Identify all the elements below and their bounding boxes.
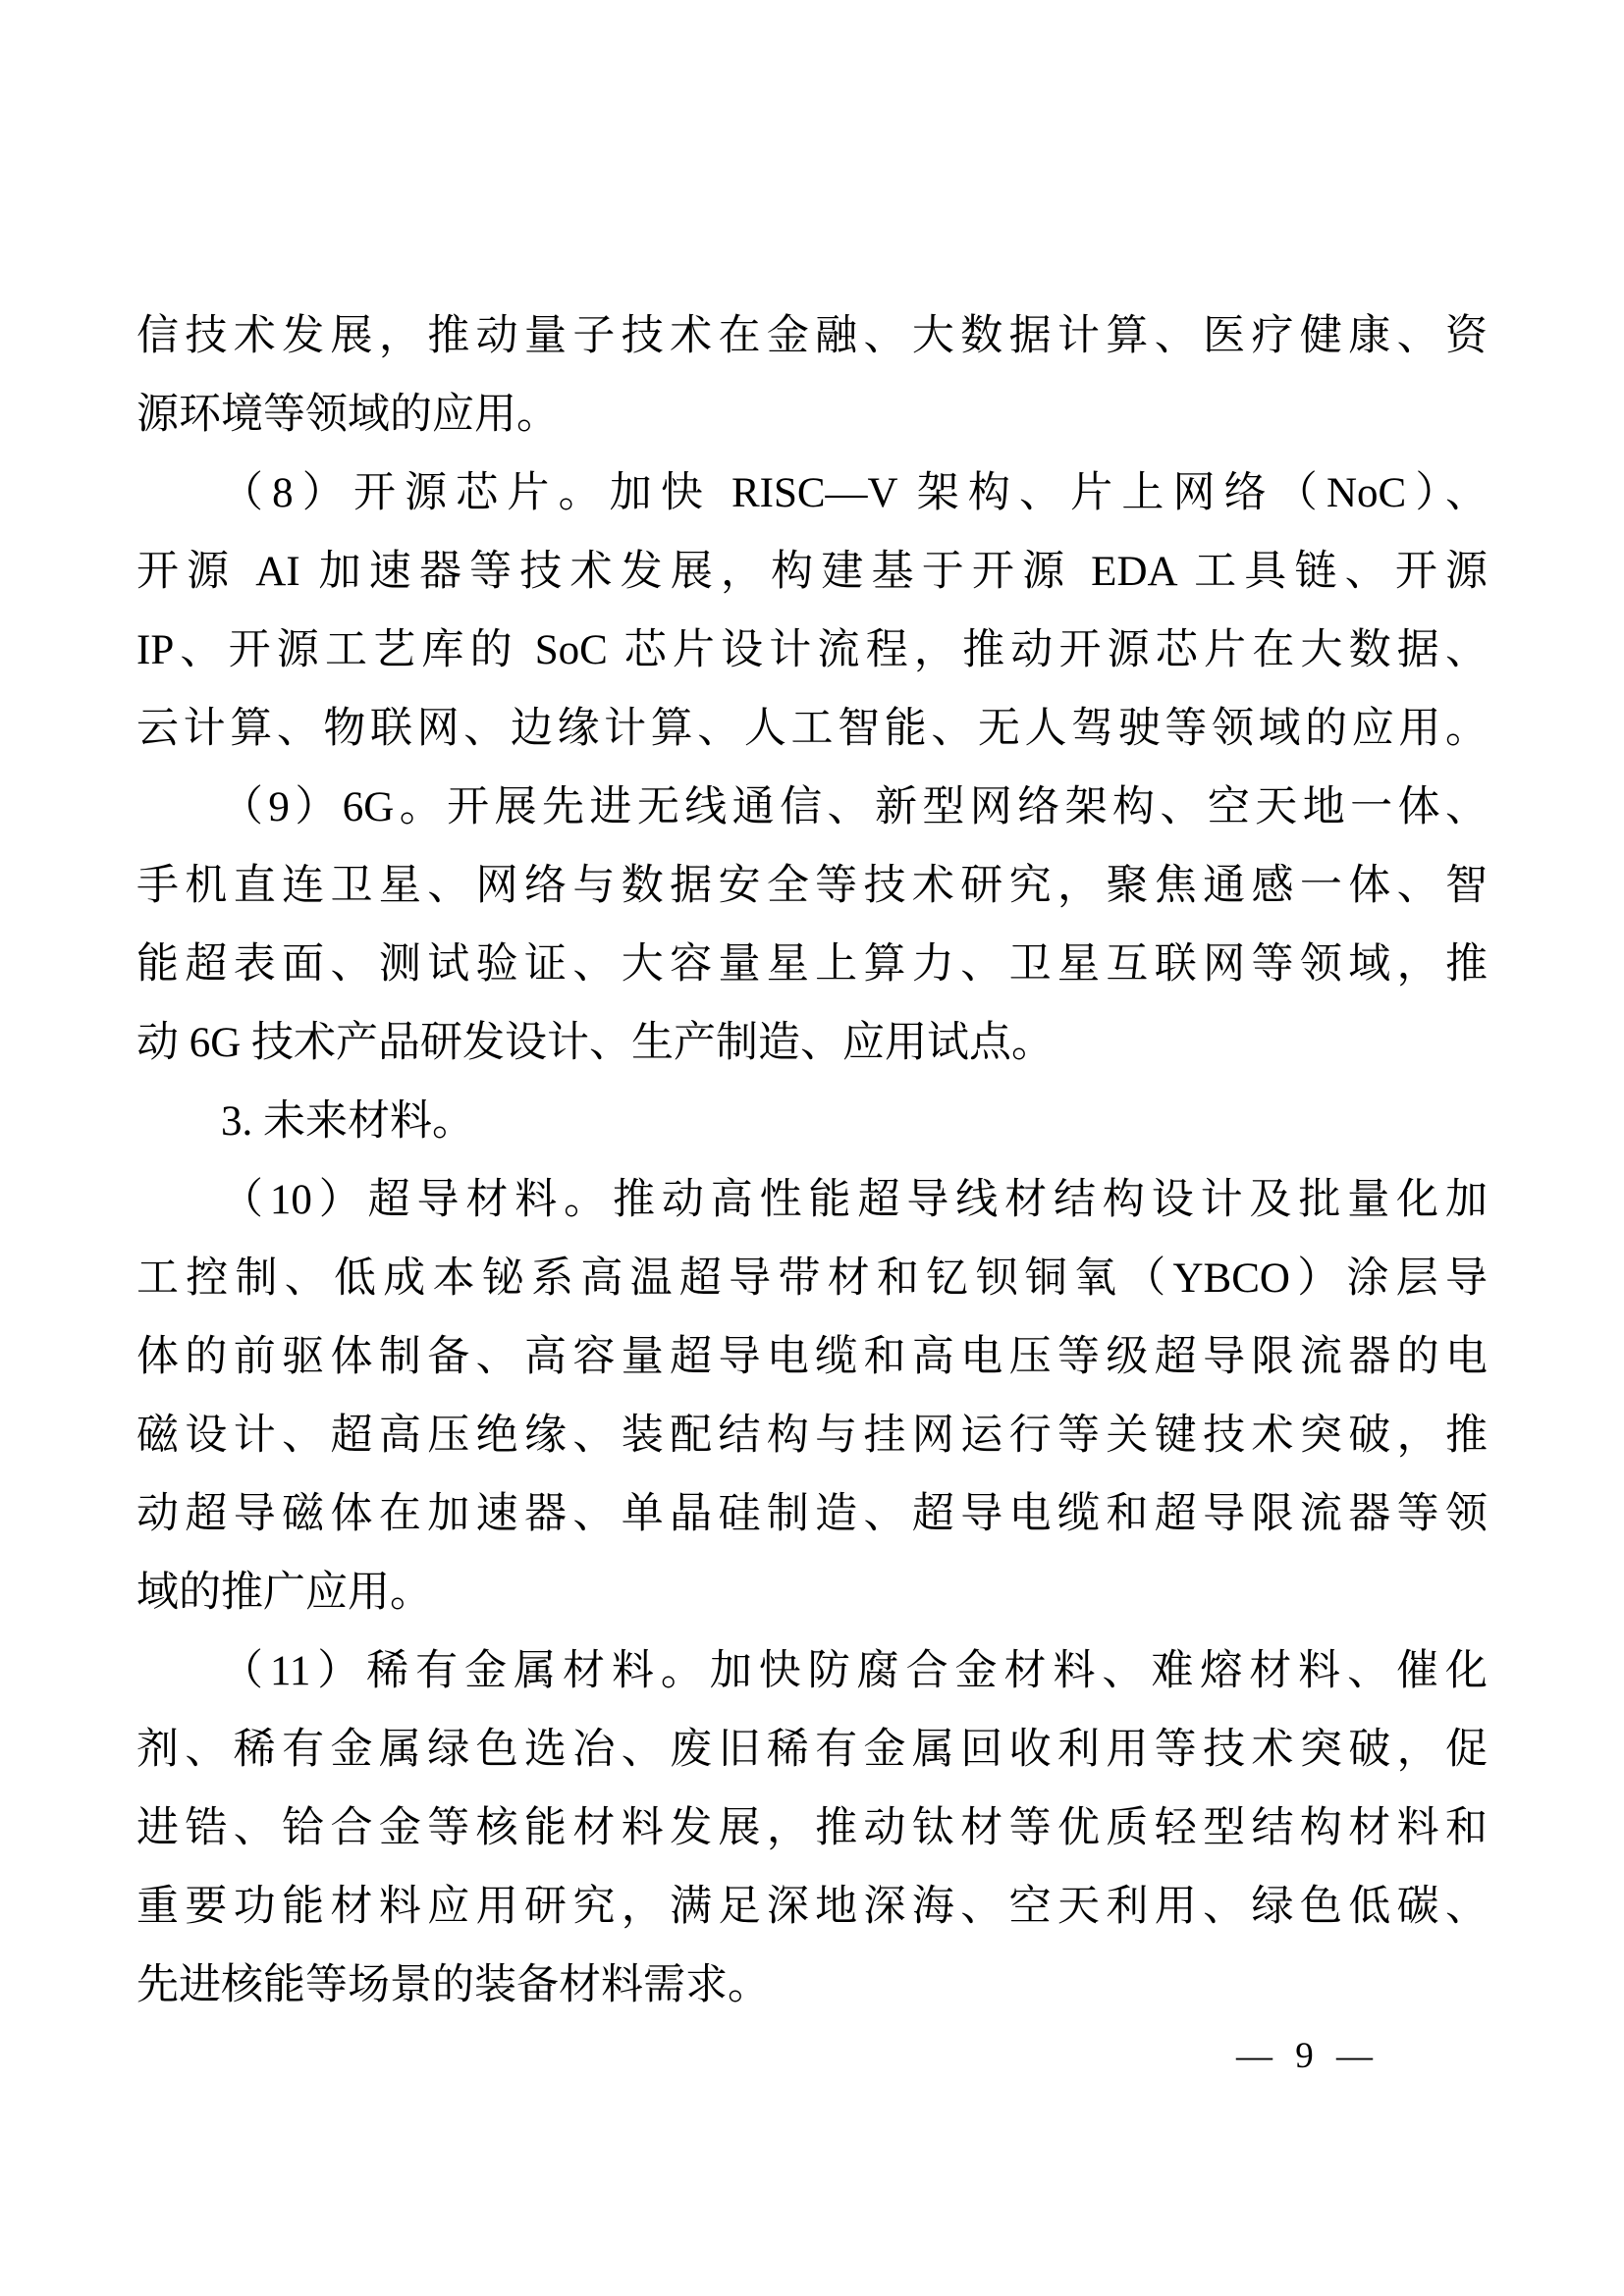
text-line: （11）稀有金属材料。加快防腐合金材料、难熔材料、催化 bbox=[221, 1648, 1488, 1694]
text-line: IP、开源工艺库的 SoC 芯片设计流程，推动开源芯片在大数据、 bbox=[136, 627, 1488, 673]
section-heading: 3. 未来材料。 bbox=[221, 1098, 474, 1145]
text-line: 磁设计、超高压绝缘、装配结构与挂网运行等关键技术突破，推 bbox=[136, 1413, 1488, 1459]
text-line: 剂、稀有金属绿色选冶、废旧稀有金属回收利用等技术突破，促 bbox=[136, 1727, 1488, 1773]
text-line: 重要功能材料应用研究，满足深地深海、空天利用、绿色低碳、 bbox=[136, 1884, 1488, 1930]
text-line: 云计算、物联网、边缘计算、人工智能、无人驾驶等领域的应用。 bbox=[136, 706, 1488, 752]
heading-future-materials bbox=[136, 1083, 1488, 1161]
text-line: （10）超导材料。推动高性能超导线材结构设计及批量化加 bbox=[221, 1177, 1488, 1223]
text-line: 信技术发展，推动量子技术在金融、大数据计算、医疗健康、资 bbox=[136, 313, 1488, 359]
document-text-block bbox=[136, 297, 1488, 2025]
text-line: 能超表面、测试验证、大容量星上算力、卫星互联网等领域，推 bbox=[136, 941, 1488, 988]
text-line: 动超导磁体在加速器、单晶硅制造、超导电缆和超导限流器等领 bbox=[136, 1491, 1488, 1537]
text-line: 手机直连卫星、网络与数据安全等技术研究，聚焦通感一体、智 bbox=[136, 863, 1488, 909]
text-line: 工控制、低成本铋系高温超导带材和钇钡铜氧（YBCO）涂层导 bbox=[136, 1255, 1488, 1302]
text-line: 体的前驱体制备、高容量超导电缆和高电压等级超导限流器的电 bbox=[136, 1334, 1488, 1380]
page-number: — 9 — bbox=[1236, 2036, 1373, 2076]
text-line: （9）6G。开展先进无线通信、新型网络架构、空天地一体、 bbox=[221, 784, 1488, 830]
text-line: 源环境等领域的应用。 bbox=[136, 392, 559, 438]
text-line: 进锆、铪合金等核能材料发展，推动钛材等优质轻型结构材料和 bbox=[136, 1805, 1488, 1851]
paragraph-9-6g bbox=[136, 769, 1488, 1083]
text-line: 动 6G 技术产品研发设计、生产制造、应用试点。 bbox=[136, 1020, 1055, 1066]
paragraph-11-rare-metal-materials bbox=[136, 1632, 1488, 2025]
text-line: 域的推广应用。 bbox=[136, 1570, 432, 1616]
text-line: 开源 AI 加速器等技术发展，构建基于开源 EDA 工具链、开源 bbox=[136, 549, 1488, 595]
paragraph-quantum-continuation bbox=[136, 297, 1488, 454]
paragraph-8-open-source-chips bbox=[136, 454, 1488, 769]
paragraph-10-superconducting-materials bbox=[136, 1161, 1488, 1632]
text-line: 先进核能等场景的装备材料需求。 bbox=[136, 1962, 770, 2008]
text-line: （8）开源芯片。加快 RISC—V 架构、片上网络（NoC）、 bbox=[221, 470, 1488, 516]
